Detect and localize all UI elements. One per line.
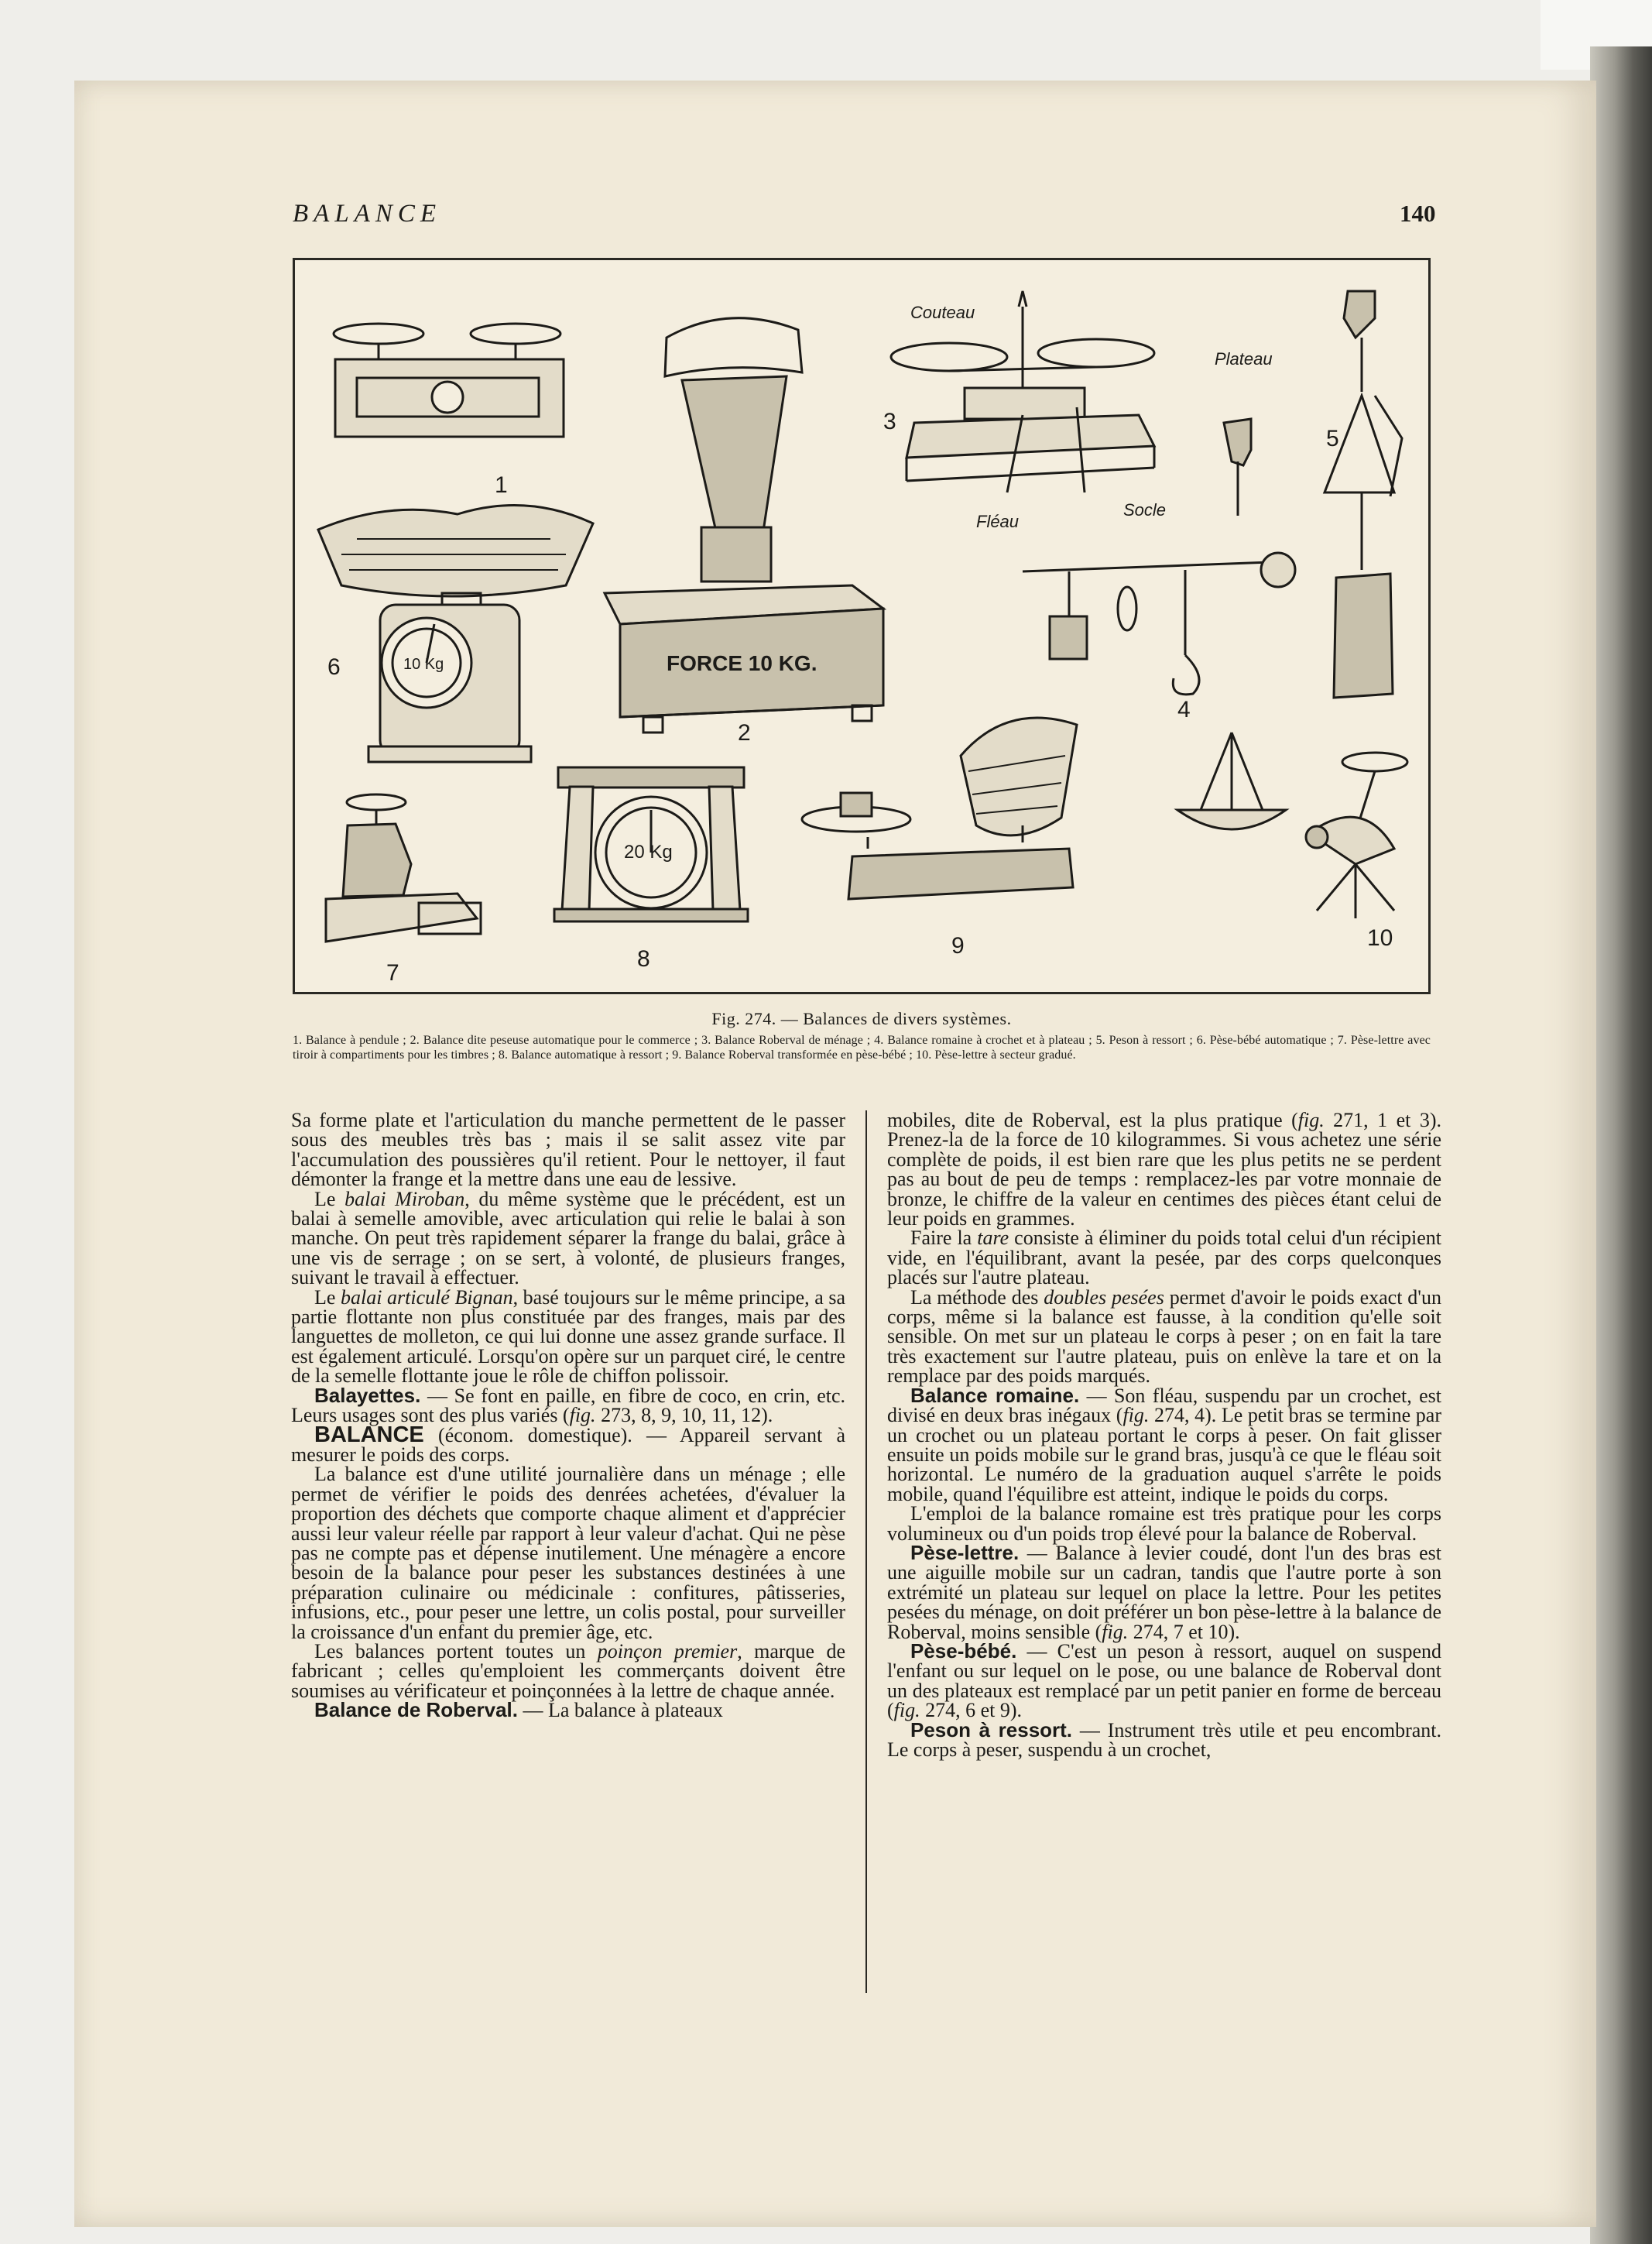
figure-number-10: 10: [1367, 925, 1393, 951]
dial-text-6: 10 Kg: [403, 656, 444, 673]
paragraph: Les balances portent toutes un poinçon premier, marque de fabricant ; celles qu'emploient les commerçants doivent être soumises au vérificateur et poinçonnées à la lettre de chaque année.: [291, 1639, 845, 1702]
figure-number-8: 8: [637, 946, 650, 972]
label-socle: Socle: [1123, 500, 1167, 520]
figure-274: [293, 258, 1431, 994]
dial-text-2: FORCE 10 KG.: [667, 651, 817, 675]
page-number: 140: [1400, 200, 1436, 227]
illustration-balance-romaine: [1023, 419, 1295, 695]
entry-balance: BALANCE (économ. domestique). — Appareil servant à mesurer le poids des corps.: [291, 1422, 845, 1466]
right-column: [887, 1110, 1441, 1759]
illustration-pese-bebe-automatique: [318, 505, 593, 762]
entry-balance-romaine: Balance romaine. — Son fléau, suspendu par un crochet, est divisé en deux bras inégaux (fig. 274, 4). Le petit bras se termine par un crochet ou un plateau portant le corps à peser. On fait glisser ensuite un poids mobile sur le grand bras, jusqu'à ce que le fléau soit horizontal. Le numéro de la graduation auquel s'arrête le poids mobile, quand l'équilibre est atteint, indique le poids du corps.: [887, 1383, 1442, 1505]
paragraph: La méthode des doubles pesées permet d'avoir le poids exact d'un corps, même si la balance est fausse, à la condition qu'elle soit sensible. On met sur un plateau le corps à peser ; on en fait la tare très exactement sur l'autre plateau, puis on enlève la tare et on la remplace par des poids marqués.: [887, 1285, 1441, 1388]
label-plateau: Plateau: [1215, 349, 1273, 369]
illustration-peson-ressort: [1325, 291, 1402, 698]
figure-caption-title: Fig. 274. — Balances de divers systèmes.: [711, 1009, 1012, 1028]
figure-caption-body: 1. Balance à pendule ; 2. Balance dite peseuse automatique pour le commerce ; 3. Balance Roberval de ménage ; 4. Balance romaine à crochet et à plateau ; 5. Peson à ressort ; 6. Pèse-bébé automatique ; 7. Pèse-lettre avec tiroir à compartiments pour les timbres ; 8. Balance automatique à ressort ; 9. Balance Roberval transformée en pèse-bébé ; 10. Pèse-lettre à secteur gradué.: [293, 1034, 1431, 1062]
label-fleau: Fléau: [976, 512, 1020, 531]
figure-number-9: 9: [951, 933, 965, 959]
figure-illustrations: [295, 260, 1428, 992]
running-head: BALANCE: [293, 200, 442, 228]
entry-pese-bebe: Pèse-bébé. — C'est un peson à ressort, auquel on suspend l'enfant ou sur lequel on le pose, ou une balance de Roberval dont un des plateaux est remplacé par un petit panier en forme de berceau (fig. 274, 6 et 9).: [887, 1638, 1441, 1722]
figure-number-3: 3: [883, 409, 896, 434]
figure-number-2: 2: [738, 720, 751, 746]
illustration-romaine-plateau: [1177, 733, 1286, 829]
figure-number-7: 7: [386, 960, 399, 986]
left-column: [291, 1110, 845, 1721]
figure-number-1: 1: [495, 472, 508, 498]
entry-peson-ressort: Peson à ressort. — Instrument très utile et peu encombrant. Le corps à peser, suspendu à un crochet,: [887, 1717, 1442, 1761]
dial-text-8: 20 Kg: [624, 842, 673, 863]
entry-balance-roberval: Balance de Roberval. — La balance à plateaux: [314, 1698, 723, 1722]
figure-number-5: 5: [1326, 426, 1339, 451]
figure-number-6: 6: [327, 654, 341, 680]
figure-number-4: 4: [1177, 697, 1191, 722]
illustration-pese-lettre-secteur: [1306, 753, 1407, 918]
illustration-balance-pendule: [334, 324, 564, 437]
paragraph: mobiles, dite de Roberval, est la plus pratique (fig. 271, 1 et 3). Prenez-la de la force de 10 kilogrammes. Si vous achetez une série complète de poids, il est bien rare que les plus petits ne se perdent pas au bout de peu de temps : remplacez-les par votre monnaie de bronze, le chiffre de la valeur en centimes des pièces étant celui de leur poids en grammes.: [887, 1109, 1441, 1230]
illustration-pese-lettre-tiroir: [326, 794, 481, 942]
illustration-roberval-pese-bebe: [802, 718, 1077, 899]
book-edge: [1590, 46, 1652, 2244]
paragraph: La balance est d'une utilité journalière dans un ménage ; elle permet de vérifier le poids des denrées achetées, d'évaluer la proportion des déchets que comporte chaque aliment et d'apprécier aussi leur valeur réelle par rapport à leur valeur d'achat. Qui ne pèse pas ne compte pas et dépense inutilement. Une ménagère a encore besoin de la balance pour peser les substances destinées à une préparation culinaire ou médicinale : confitures, pâtisseries, infusions, etc., pour peser une lettre, un colis postal, pour surveiller la croissance d'un enfant du premier âge, etc.: [291, 1463, 845, 1643]
paragraph: L'emploi de la balance romaine est très pratique pour les corps volumineux ou d'un poids trop élevé pour la balance de Roberval.: [887, 1502, 1441, 1545]
label-couteau: Couteau: [910, 303, 975, 322]
paragraph: Le balai articulé Bignan, basé toujours sur le même principe, a sa partie flottante non plus constituée par des franges, mais par des languettes de molleton, ce qui lui donne une assez grande surface. Il est également articulé. Lorsqu'on opère sur un parquet ciré, le centre de la semelle flottante joue le rôle de chiffon polissoir.: [291, 1285, 846, 1388]
paragraph: Sa forme plate et l'articulation du manche permettent de le passer sous des meubles très bas ; mais il se salit assez vite par l'accumulation des poussières qu'il retient. Pour le nettoyer, il faut démonter la frange et la mettre dans une eau de lessive.: [291, 1109, 845, 1191]
paragraph: Faire la tare consiste à éliminer du poids total celui d'un récipient vide, en l'équilibrant, avant la pesée, par des corps quelconques placés sur l'autre plateau.: [887, 1227, 1441, 1289]
entry-pese-lettre: Pèse-lettre. — Balance à levier coudé, dont l'un des bras est une aiguille mobile sur un cadran, tandis que l'autre porte à son extrémité un plateau sur lequel on place la lettre. Pour les petites pesées du ménage, on doit préférer un bon pèse-lettre à la balance de Roberval, moins sensible (fig. 274, 7 et 10).: [887, 1540, 1441, 1643]
paragraph: Le balai Miroban, du même système que le précédent, est un balai à semelle amovible, avec articulation qui relie le balai à son manche. On peut très rapidement séparer la frange du balai, grâce à une vis de serrage ; on se sert, à volonté, de plusieurs franges, suivant le travail à effectuer.: [291, 1187, 845, 1289]
column-rule: [865, 1110, 867, 1993]
entry-balayettes: Balayettes. — Se font en paille, en fibre de coco, en crin, etc. Leurs usages sont des plus variés (fig. 273, 8, 9, 10, 11, 12).: [291, 1383, 845, 1427]
